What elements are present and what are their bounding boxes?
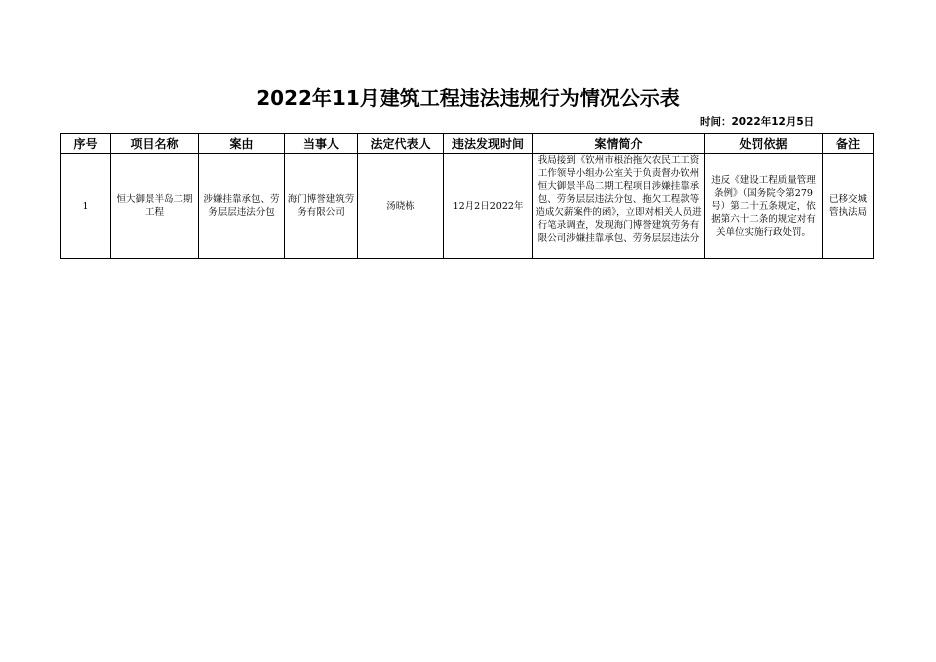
cell-no: 1	[61, 154, 111, 259]
col-header-no: 序号	[61, 134, 111, 154]
col-header-remark: 备注	[823, 134, 874, 154]
col-header-project: 项目名称	[111, 134, 199, 154]
cell-cause: 涉嫌挂靠承包、劳务层层违法分包	[199, 154, 285, 259]
table-row	[61, 154, 874, 259]
violation-table	[60, 133, 874, 259]
col-header-found-time: 违法发现时间	[444, 134, 533, 154]
cell-project: 恒大御景半岛二期工程	[111, 154, 199, 259]
col-header-party: 当事人	[285, 134, 358, 154]
cell-found-time: 12月2日2022年	[444, 154, 533, 259]
detail-text: 我局接到《钦州市根治拖欠农民工工资工作领导小组办公室关于负责督办钦州恒大御景半岛二期工程项目涉嫌挂靠承包、劳务层层违法分包、拖欠工程款等造成欠薪案件的函》，立即对相关人员进行笔录调查，发现海门博誉建筑劳务有限公司涉嫌挂靠承包、劳务层层违法分	[535, 155, 702, 244]
col-header-legal-rep: 法定代表人	[358, 134, 444, 154]
cell-basis: 违反《建设工程质量管理条例》（国务院令第279号）第二十五条规定，依据第六十二条的规定对有关单位实施行政处罚。	[705, 154, 823, 259]
cell-detail	[533, 154, 705, 259]
col-header-cause: 案由	[199, 134, 285, 154]
page-title: 2022年11月建筑工程违法违规行为情况公示表	[256, 86, 680, 110]
publish-date: 时间：2022年12月5日	[700, 116, 815, 128]
cell-party: 海门博誉建筑劳务有限公司	[285, 154, 358, 259]
table-header-row	[61, 134, 874, 154]
col-header-basis: 处罚依据	[705, 134, 823, 154]
col-header-detail: 案情简介	[533, 134, 705, 154]
cell-legal-rep: 汤晓栋	[358, 154, 444, 259]
cell-remark: 已移交城管执法局	[823, 154, 874, 259]
